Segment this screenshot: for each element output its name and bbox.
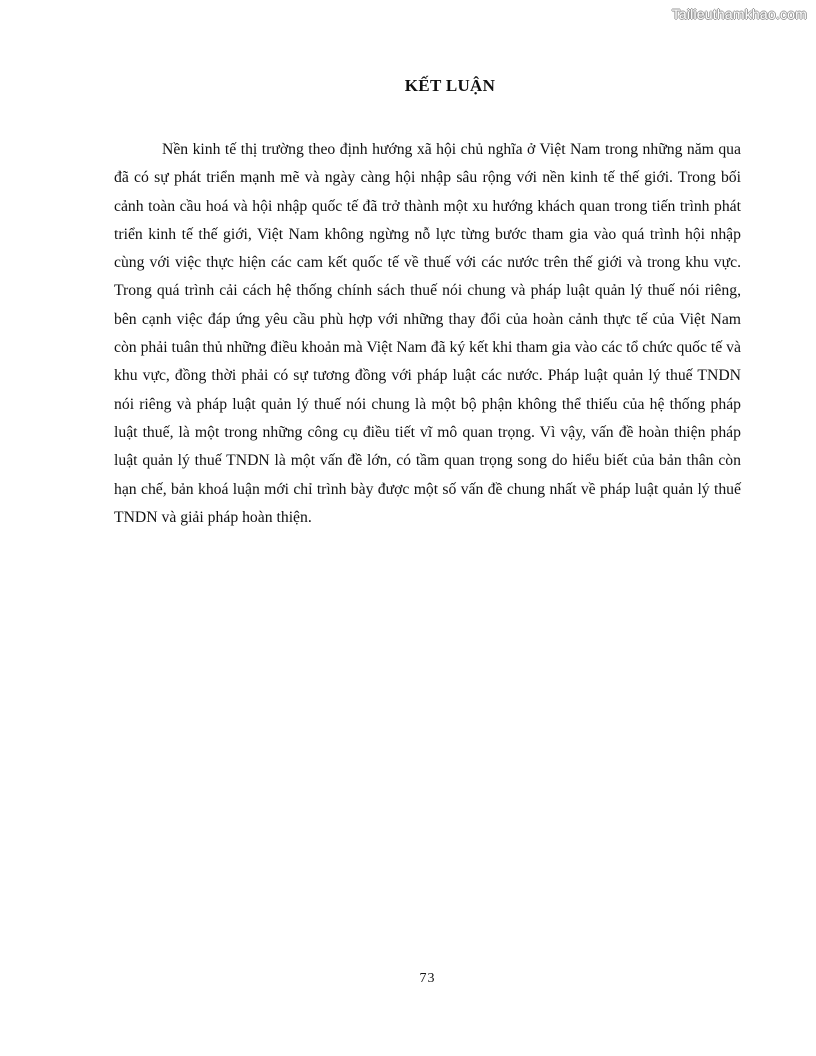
page-number: 73: [419, 971, 436, 986]
watermark: Tailieuthamkhao.com: [671, 6, 807, 22]
conclusion-paragraph: Nền kinh tế thị trường theo định hướng xã hội chủ nghĩa ở Việt Nam trong những năm qua đã có sự phát triển mạnh mẽ và ngày càng hội nhập sâu rộng với nền kinh tế thế giới. Trong bối cảnh toàn cầu hoá và hội nhập quốc tế đã trở thành một xu hướng khách quan trong tiến trình phát triển kinh tế thế giới, Việt Nam không ngừng nỗ lực từng bước tham gia vào quá trình hội nhập cùng với việc thực hiện các cam kết quốc tế về thuế với các nước trên thế giới và trong khu vực. Trong quá trình cải cách hệ thống chính sách thuế nói chung và pháp luật quản lý thuế nói riêng, bên cạnh việc đáp ứng yêu cầu phù hợp với những thay đổi của hoàn cảnh thực tế của Việt Nam còn phải tuân thủ những điều khoản mà Việt Nam đã ký kết khi tham gia vào các tổ chức quốc tế và khu vực, đồng thời phải có sự tương đồng với pháp luật các nước. Pháp luật quản lý thuế TNDN nói riêng và pháp luật quản lý thuế nói chung là một bộ phận không thể thiếu của hệ thống pháp luật thuế, là một trong những công cụ điều tiết vĩ mô quan trọng. Vì vậy, vấn đề hoàn thiện pháp luật quản lý thuế TNDN là một vấn đề lớn, có tầm quan trọng song do hiểu biết của bản thân còn hạn chế, bản khoá luận mới chỉ trình bày được một số vấn đề chung nhất về pháp luật quản lý thuế TNDN và giải pháp hoàn thiện.: [114, 141, 741, 526]
page-title: KẾT LUẬN: [404, 76, 496, 95]
